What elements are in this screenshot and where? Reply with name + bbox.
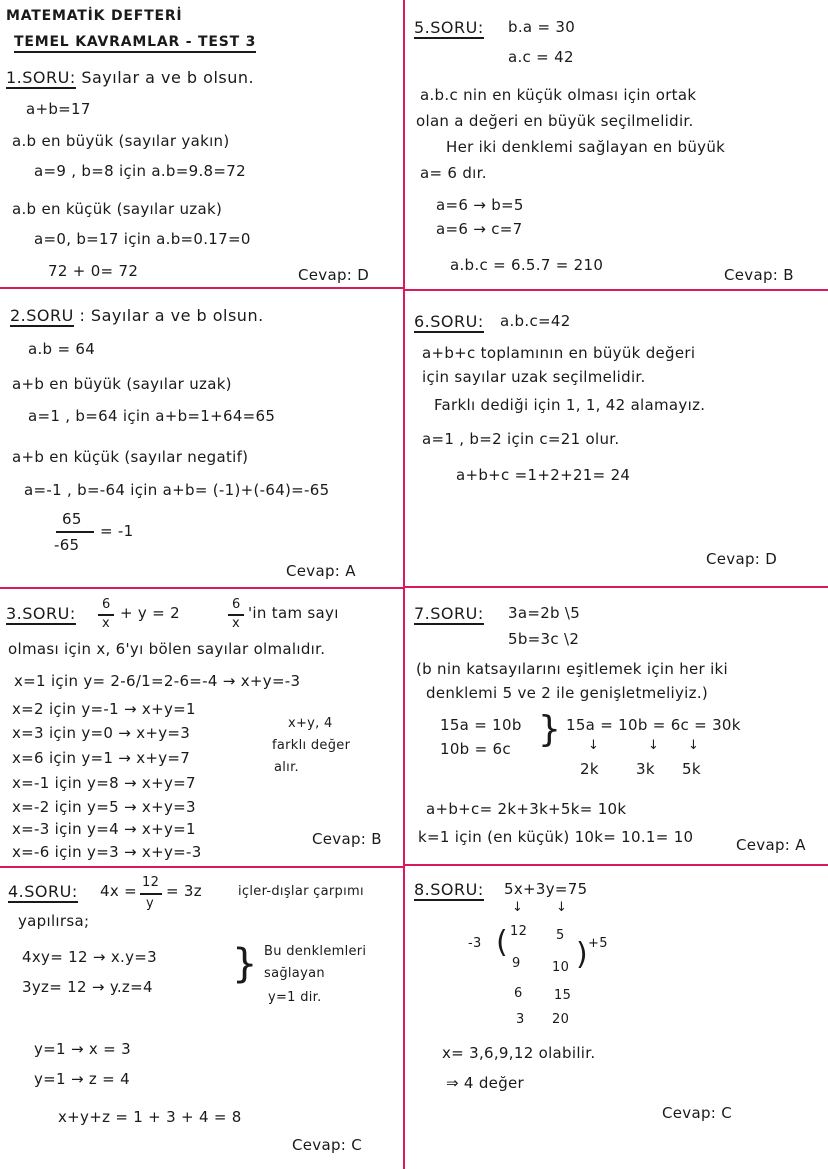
q1-statement: Sayılar a ve b olsun.: [81, 68, 255, 87]
q3-row-4: x=6 için y=1 → x+y=7: [12, 749, 191, 767]
q8-arrow-y: ↓: [556, 900, 568, 915]
q5-answer: Cevap: B: [724, 266, 794, 284]
test-title: [14, 34, 256, 50]
q8-x-1: 12: [510, 924, 528, 939]
q8-eq: 5x+3y=75: [504, 880, 588, 898]
q7-arrow-3: ↓: [688, 738, 700, 753]
q5-line4: a= 6 dır.: [420, 164, 487, 182]
q4-side-1: Bu denklemleri: [264, 944, 367, 959]
q3-row-5: x=-1 için y=8 → x+y=7: [12, 774, 196, 792]
q4-side-3: y=1 dir.: [268, 990, 322, 1005]
q8-heading: [414, 880, 484, 899]
q7-k2: 3k: [636, 760, 655, 778]
q3-note-den: x: [232, 616, 240, 631]
q3-row-2: x=2 için y=-1 → x+y=1: [12, 700, 196, 718]
q4-line3: 3yz= 12 → y.z=4: [22, 978, 153, 996]
q4-eq-den: y: [146, 896, 154, 911]
q3-row-8: x=-6 için y=3 → x+y=-3: [12, 843, 202, 861]
q4-eq-left: 4x =: [100, 882, 137, 900]
q2-line3: a=1 , b=64 için a+b=1+64=65: [28, 407, 276, 425]
q5-line5: a=6 → b=5: [436, 196, 524, 214]
q6-line5: a+b+c =1+2+21= 24: [456, 466, 631, 484]
q2-label: 2.SORU: [10, 306, 74, 325]
q4-eq-note: içler-dışlar çarpımı: [238, 884, 364, 899]
q3-answer: Cevap: B: [312, 830, 382, 848]
divider-row2-left: [0, 587, 404, 589]
q4-eq-bar: [140, 893, 162, 895]
q2-heading: [10, 306, 264, 325]
q7-heading: [414, 604, 484, 623]
q1-line3: a=9 , b=8 için a.b=9.8=72: [34, 162, 246, 180]
q5-line6: a=6 → c=7: [436, 220, 523, 238]
q4-line2: 4xy= 12 → x.y=3: [22, 948, 157, 966]
q3-eq-num: 6: [102, 597, 111, 612]
q3-note-rest: 'in tam sayı: [248, 604, 339, 622]
q2-line5: a=-1 , b=-64 için a+b= (-1)+(-64)=-65: [24, 481, 330, 499]
q4-heading: [8, 882, 78, 901]
q3-eq-rest: + y = 2: [120, 604, 180, 622]
q3-row-1: x=1 için y= 2-6/1=2-6=-4 → x+y=-3: [14, 672, 301, 690]
q4-answer: Cevap: C: [292, 1136, 362, 1154]
q1-heading: [6, 68, 254, 87]
q2-frac-den: -65: [54, 536, 80, 554]
q6-line1: a+b+c toplamının en büyük değeri: [422, 344, 696, 362]
q7-eq1: 3a=2b \5: [508, 604, 581, 622]
q5-heading: [414, 18, 484, 37]
q3-side-3: alır.: [274, 760, 299, 775]
divider-row1-right: [404, 289, 828, 291]
q2-statement: : Sayılar a ve b olsun.: [79, 306, 264, 325]
q2-frac-result: = -1: [100, 522, 134, 540]
q6-line3: Farklı dediği için 1, 1, 42 alamayız.: [434, 396, 706, 414]
q4-line4: y=1 → x = 3: [34, 1040, 131, 1058]
test-title-text: TEMEL KAVRAMLAR - TEST 3: [14, 34, 256, 53]
q3-row-7: x=-3 için y=4 → x+y=1: [12, 820, 196, 838]
q7-arrow-1: ↓: [588, 738, 600, 753]
q7-label: 7.SORU:: [414, 604, 484, 623]
q8-x-4: 3: [516, 1012, 525, 1027]
q6-heading: [414, 312, 484, 331]
q7-line5: 15a = 10b = 6c = 30k: [566, 716, 741, 734]
q5-eq2: a.c = 42: [508, 48, 574, 66]
q3-line1: olması için x, 6'yı bölen sayılar olmalıdır.: [8, 640, 326, 658]
q7-k1: 2k: [580, 760, 599, 778]
q5-line1: a.b.c nin en küçük olması için ortak: [420, 86, 697, 104]
q7-line6: a+b+c= 2k+3k+5k= 10k: [426, 800, 627, 818]
q5-eq1: b.a = 30: [508, 18, 576, 36]
q3-heading: [6, 604, 76, 623]
divider-row3-right: [404, 864, 828, 866]
q8-y-2: 10: [552, 960, 570, 975]
q4-side-2: sağlayan: [264, 966, 325, 981]
q8-plus5: +5: [588, 936, 608, 951]
q2-answer: Cevap: A: [286, 562, 356, 580]
q1-line5: a=0, b=17 için a.b=0.17=0: [34, 230, 251, 248]
q1-answer: Cevap: D: [298, 266, 370, 284]
q8-arrow-x: ↓: [512, 900, 524, 915]
q3-label: 3.SORU:: [6, 604, 76, 623]
q4-brace: }: [232, 941, 258, 987]
q6-line2: için sayılar uzak seçilmelidir.: [422, 368, 646, 386]
q7-k3: 5k: [682, 760, 701, 778]
divider-row2-right: [404, 586, 828, 588]
q1-line1: a+b=17: [26, 100, 91, 118]
q3-row-3: x=3 için y=0 → x+y=3: [12, 724, 191, 742]
q8-x-2: 9: [512, 956, 521, 971]
q4-eq-right: = 3z: [166, 882, 202, 900]
q8-y-4: 20: [552, 1012, 570, 1027]
q7-line1: (b nin katsayılarını eşitlemek için her iki: [416, 660, 729, 678]
q7-line2: denklemi 5 ve 2 ile genişletmeliyiz.): [426, 684, 709, 702]
notebook-title: MATEMATİK DEFTERİ: [6, 8, 183, 24]
q2-line2: a+b en büyük (sayılar uzak): [12, 375, 232, 393]
q8-line2: ⇒ 4 değer: [446, 1074, 525, 1092]
q4-line6: x+y+z = 1 + 3 + 4 = 8: [58, 1108, 242, 1126]
q4-label: 4.SORU:: [8, 882, 78, 901]
q8-label: 8.SORU:: [414, 880, 484, 899]
q2-frac-num: 65: [62, 510, 82, 528]
q4-line5: y=1 → z = 4: [34, 1070, 130, 1088]
q3-side-2: farklı değer: [272, 738, 351, 753]
q5-line3: Her iki denklemi sağlayan en büyük: [446, 138, 726, 156]
q8-minus3: -3: [468, 936, 482, 951]
q7-line4: 10b = 6c: [440, 740, 511, 758]
q3-row-6: x=-2 için y=5 → x+y=3: [12, 798, 196, 816]
q6-answer: Cevap: D: [706, 550, 778, 568]
q7-brace: }: [538, 709, 562, 750]
q6-line4: a=1 , b=2 için c=21 olur.: [422, 430, 620, 448]
q8-y-3: 15: [554, 988, 572, 1003]
q6-label: 6.SORU:: [414, 312, 484, 331]
q4-line1: yapılırsa;: [18, 912, 90, 930]
divider-row1-left: [0, 287, 404, 289]
q3-side-1: x+y, 4: [288, 716, 333, 731]
q5-line2: olan a değeri en büyük seçilmelidir.: [416, 112, 694, 130]
q5-line7: a.b.c = 6.5.7 = 210: [450, 256, 604, 274]
q2-line4: a+b en küçük (sayılar negatif): [12, 448, 249, 466]
q8-x-3: 6: [514, 986, 523, 1001]
q8-y-1: 5: [556, 928, 565, 943]
q7-answer: Cevap: A: [736, 836, 806, 854]
q1-label: 1.SORU:: [6, 68, 76, 87]
q7-line7: k=1 için (en küçük) 10k= 10.1= 10: [418, 828, 694, 846]
divider-row3-left: [0, 866, 404, 868]
q4-eq-num: 12: [142, 875, 160, 890]
q5-label: 5.SORU:: [414, 18, 484, 37]
q1-line4: a.b en küçük (sayılar uzak): [12, 200, 223, 218]
q8-line1: x= 3,6,9,12 olabilir.: [442, 1044, 596, 1062]
q1-line2: a.b en büyük (sayılar yakın): [12, 132, 230, 150]
q6-eq: a.b.c=42: [500, 312, 571, 330]
q8-answer: Cevap: C: [662, 1104, 732, 1122]
q8-left-bracket: (: [496, 925, 509, 960]
q2-line1: a.b = 64: [28, 340, 96, 358]
center-divider: [403, 0, 405, 1169]
q3-note-num: 6: [232, 597, 241, 612]
q1-line6: 72 + 0= 72: [48, 262, 139, 280]
q3-eq-den: x: [102, 616, 110, 631]
q7-line3: 15a = 10b: [440, 716, 522, 734]
q7-eq2: 5b=3c \2: [508, 630, 580, 648]
q2-frac-bar: [56, 531, 94, 533]
q8-right-bracket: ): [576, 937, 589, 972]
q7-arrow-2: ↓: [648, 738, 660, 753]
